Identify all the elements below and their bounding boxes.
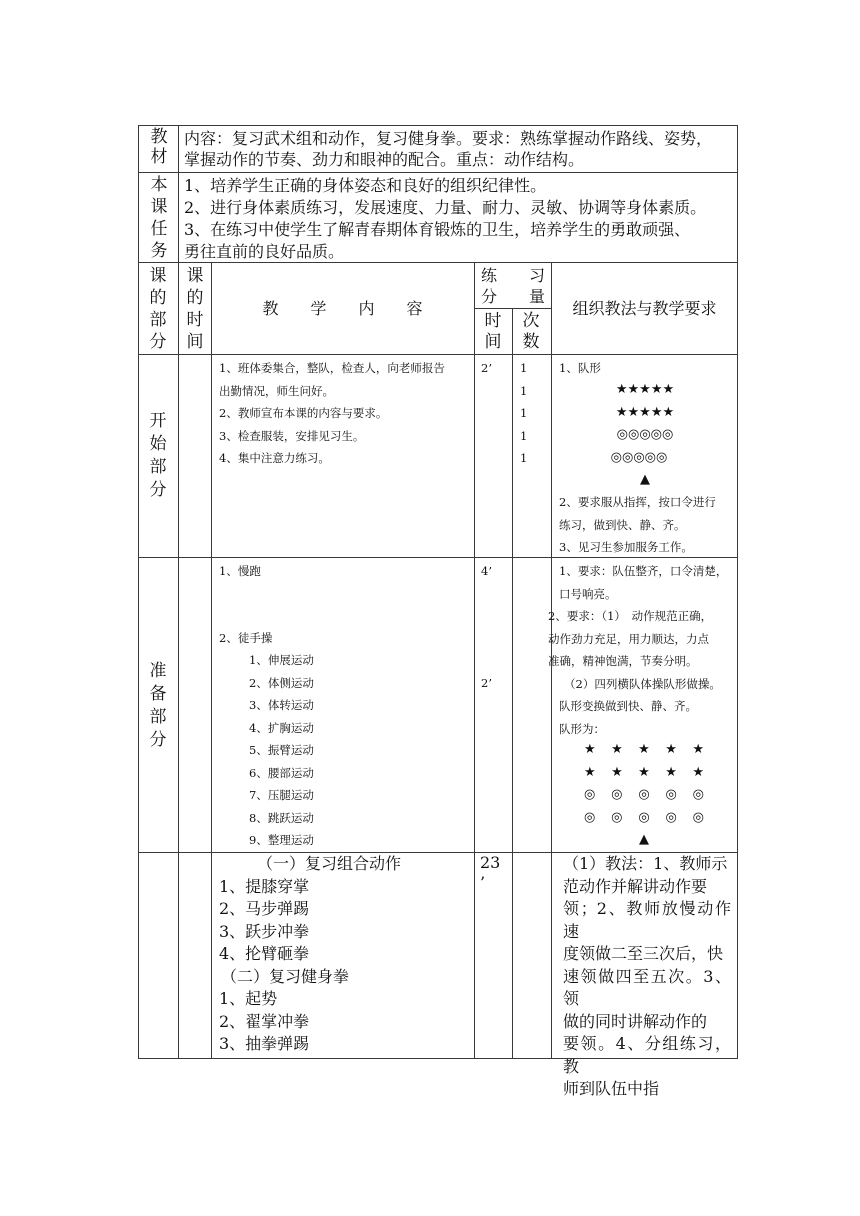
start-method-title: 1、队形 [559, 361, 601, 375]
hline-top [138, 125, 738, 126]
prep-label: 准 备 部 分 [149, 661, 167, 750]
vline-content [474, 262, 475, 1059]
prep-time-1: 4’ [481, 564, 492, 578]
start-label: 开 始 部 分 [149, 411, 167, 500]
vline-time [211, 262, 212, 1059]
tasks-content: 1、培养学生正确的身体姿态和良好的组织纪律性。 2、进行身体素质练习，发展速度、力量、耐力、灵敏、协调等身体素质。 3、在练习中使学生了解青春期体育锻炼的卫生，培养学生的勇敢顽强、 勇往直前的良好品质。 [184, 176, 707, 261]
prep-content-title: 2、徒手操 [219, 631, 273, 645]
formation-row: ◎ ◎ ◎ ◎ ◎ [584, 787, 704, 802]
prep-formation [584, 739, 704, 852]
basic-method-lines: （1）教法：1、教师示 范动作并解讲动作要 领；2、教师放慢动作速 度领做二至三次后，快 速领做四至五次。3、领 做的同时讲解动作的 要领。4、分组练习，教 师到队伍中指 [563, 854, 731, 1098]
header-sub-count: 次 数 [522, 311, 540, 352]
prep-exercises: 1、伸展运动 2、体侧运动 3、体转运动 4、扩胸运动 5、振臂运动 6、腰部运动 7、压腿运动 8、跳跃运动 9、整理运动 [249, 653, 314, 847]
basic-content: （一）复习组合动作 1、提膝穿掌 2、马步弹踢 3、跃步冲拳 4、抡臂砸拳 （二）复习健身拳 1、起势 2、翟掌冲拳 3、抽拳弹踢 [219, 854, 402, 1053]
tasks-label: 本 课 任 务 [150, 175, 168, 261]
start-time: 2’ [481, 361, 492, 375]
textbook-label: 教 材 [150, 127, 168, 167]
vline-part [178, 262, 179, 1059]
header-sub-time: 时 间 [484, 311, 502, 352]
header-time: 课 的 时 间 [186, 266, 204, 352]
header-content: 教 学 内 容 [262, 299, 423, 318]
formation-row: ★ ★ ★ ★ ★ [584, 742, 704, 757]
formation-row: ◎ ◎ ◎ ◎ ◎ [584, 809, 704, 825]
basic-time: 23 ’ [480, 853, 501, 892]
formation-leader: ▲ [639, 832, 649, 847]
start-formation: ★★★★★ ★★★★★ ◎◎◎◎◎ ◎◎◎◎◎ ▲ [610, 382, 675, 487]
header-part: 课 的 部 分 [149, 266, 167, 352]
prep-content-top: 1、慢跑 [219, 564, 261, 578]
header-practice: 练 习 分 量 [480, 266, 545, 306]
start-counts: 1 1 1 1 1 [520, 361, 528, 465]
vline-sub [512, 308, 513, 1059]
hline-1 [138, 172, 738, 173]
header-method: 组织教法与教学要求 [572, 299, 717, 318]
start-content: 1、班体委集合，整队，检查人，向老师报告 出勤情况，师生问好。 2、教师宣布本课的内容与要求。 3、检查服装，安排见习生。 4、集中注意力练习。 [219, 361, 445, 465]
start-method-lines: 2、要求服从指挥，按口令进行 练习，做到快、静、齐。 3、见习生参加服务工作。 [559, 495, 716, 554]
vline-label [178, 125, 179, 262]
vline-left [138, 125, 139, 1059]
textbook-content: 内容：复习武术组和动作，复习健身拳。要求：熟练掌握动作路线、姿势， 掌握动作的节奏、劲力和眼神的配合。重点：动作结构。 [184, 129, 713, 169]
hline-3 [138, 354, 738, 355]
prep-method-lines: 1、要求：队伍整齐，口令清楚， 口号响亮。 2、要求：（1） 动作规范正确， 动作劲力充足，用力顺达，力点 准确，精神饱满，节奏分明。 （2）四列横队体操队形做操。 队形变换做到快、静、齐。 队形为： [548, 564, 728, 736]
formation-row: ★ ★ ★ ★ ★ [584, 764, 704, 780]
prep-time-2: 2’ [481, 676, 492, 690]
